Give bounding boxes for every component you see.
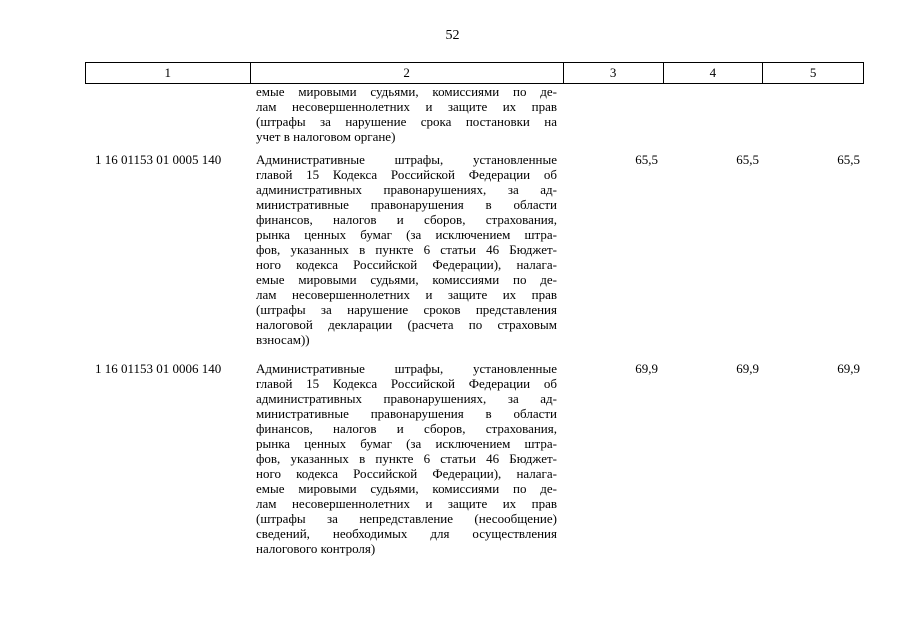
description-line: ного кодекса Российской Федерации), налага- <box>256 257 557 272</box>
continuation-line: учет в налоговом органе) <box>256 129 396 144</box>
table-header-col-4: 4 <box>664 63 764 83</box>
description-line: административных правонарушениях, за ад- <box>256 391 557 406</box>
description-line: лам несовершеннолетних и защите их прав <box>256 287 557 302</box>
table-header-col-2: 2 <box>251 63 564 83</box>
description-line: министративные правонарушения в области <box>256 197 557 212</box>
description-line: фов, указанных в пункте 6 статьи 46 Бюджет- <box>256 451 557 466</box>
continuation-line: лам несовершеннолетних и защите их прав <box>256 99 557 114</box>
table-header-col-3: 3 <box>564 63 664 83</box>
description-line: (штрафы за непредставление (несообщение) <box>256 511 557 526</box>
budget-code: 1 16 01153 01 0005 140 <box>95 152 222 167</box>
description-line: налогового контроля) <box>256 541 376 556</box>
description-line: взносам)) <box>256 332 310 347</box>
description-line: емые мировыми судьями, комиссиями по де- <box>256 481 557 496</box>
description-line: сведений, необходимых для осуществления <box>256 526 557 541</box>
description-line: финансов, налогов и сборов, страхования, <box>256 421 557 436</box>
value-col-4: 69,9 <box>736 361 759 376</box>
description-line: емые мировыми судьями, комиссиями по де- <box>256 272 557 287</box>
description-line: административных правонарушениях, за ад- <box>256 182 557 197</box>
table-header-col-5: 5 <box>809 65 817 80</box>
value-col-4: 65,5 <box>736 152 759 167</box>
description-line: ного кодекса Российской Федерации), налага- <box>256 466 557 481</box>
description-line: рынка ценных бумаг (за исключением штра- <box>256 436 557 451</box>
description-line: министративные правонарушения в области <box>256 406 557 421</box>
description-line: главой 15 Кодекса Российской Федерации об <box>256 376 557 391</box>
description-line: финансов, налогов и сборов, страхования, <box>256 212 557 227</box>
page-number: 52 <box>445 28 460 43</box>
value-col-5: 69,9 <box>837 361 860 376</box>
budget-code: 1 16 01153 01 0006 140 <box>95 361 222 376</box>
description-line: лам несовершеннолетних и защите их прав <box>256 496 557 511</box>
description-line: главой 15 Кодекса Российской Федерации об <box>256 167 557 182</box>
table-header-row <box>85 62 864 84</box>
description-line: рынка ценных бумаг (за исключением штра- <box>256 227 557 242</box>
value-col-5: 65,5 <box>837 152 860 167</box>
continuation-line: (штрафы за нарушение срока постановки на <box>256 114 557 129</box>
description-line: Административные штрафы, установленные <box>256 361 557 376</box>
value-col-3: 65,5 <box>635 152 658 167</box>
description-line: Административные штрафы, установленные <box>256 152 557 167</box>
continuation-line: емые мировыми судьями, комиссиями по де- <box>256 84 557 99</box>
description-line: фов, указанных в пункте 6 статьи 46 Бюджет- <box>256 242 557 257</box>
value-col-3: 69,9 <box>635 361 658 376</box>
description-line: (штрафы за нарушение сроков представления <box>256 302 557 317</box>
table-header-col-1: 1 <box>86 63 251 83</box>
description-line: налоговой декларации (расчета по страховым <box>256 317 557 332</box>
